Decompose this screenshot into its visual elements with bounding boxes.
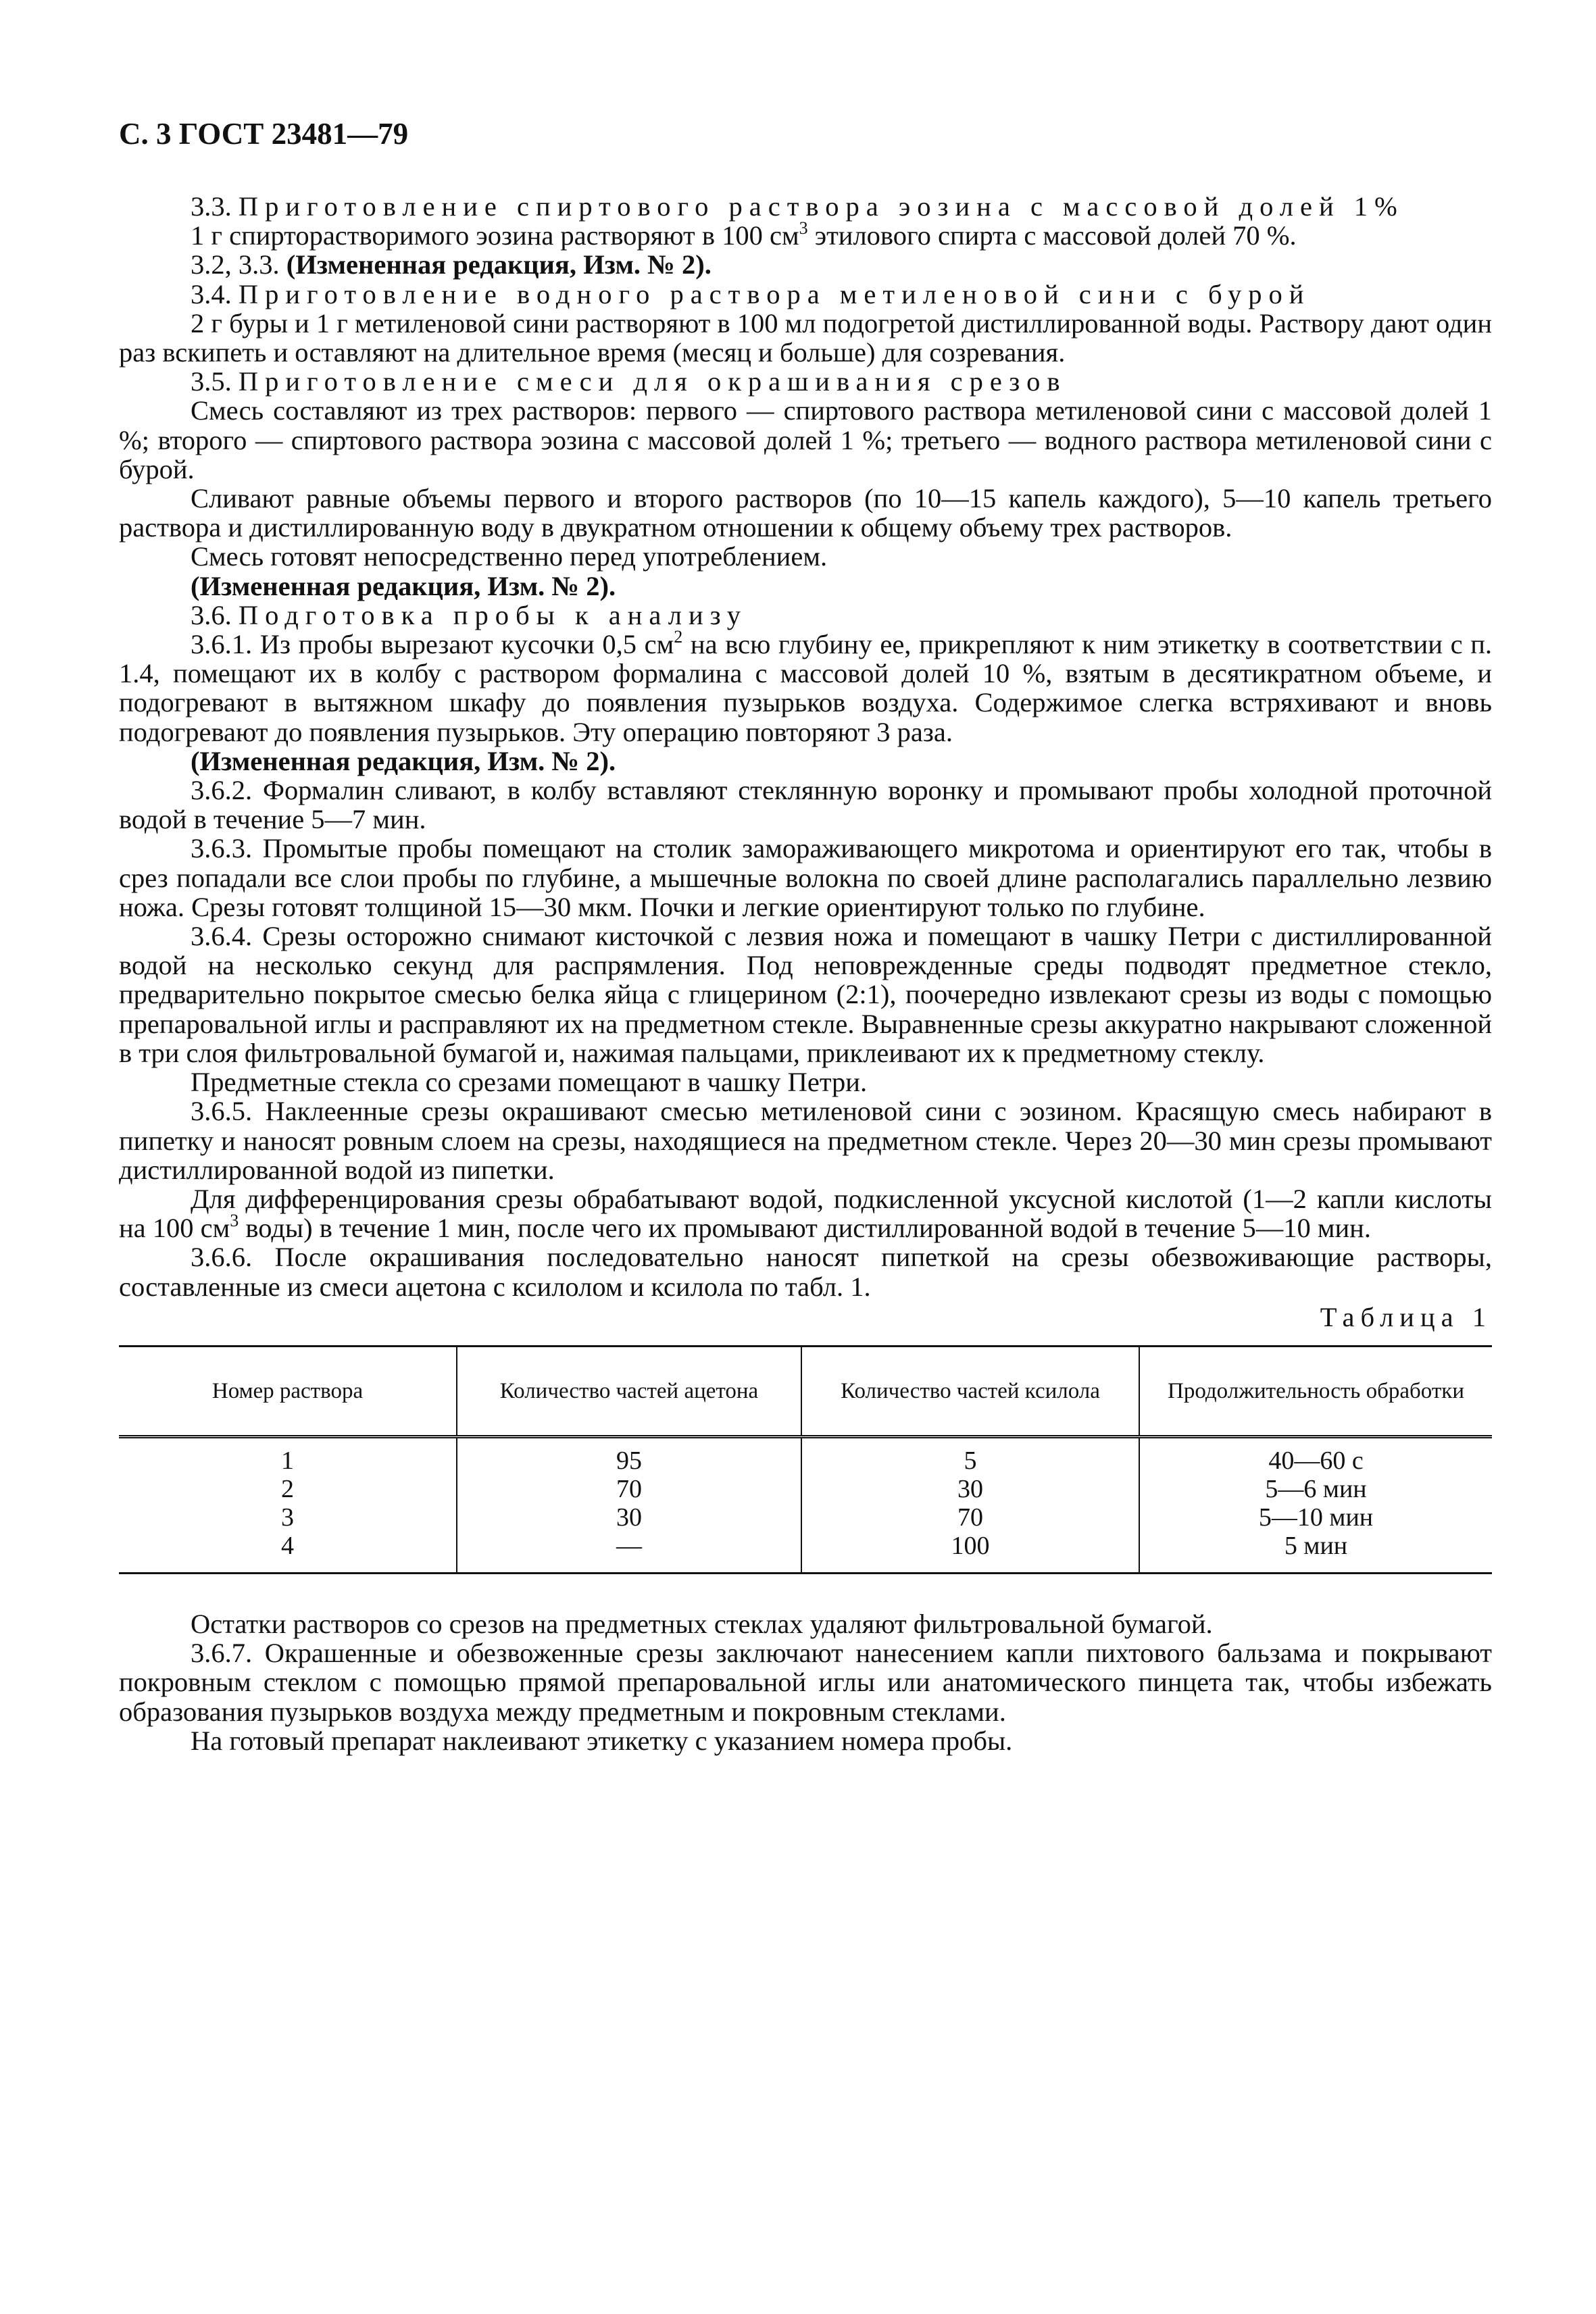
document-body bbox=[119, 192, 1492, 1755]
table-header-cell: Количество частей ацетона bbox=[457, 1346, 801, 1436]
table-cell: 40—60 с bbox=[1139, 1436, 1492, 1475]
section-3-3-heading bbox=[119, 192, 1492, 221]
table-cell: 4 bbox=[119, 1532, 457, 1574]
section-3-6-heading bbox=[119, 601, 1492, 630]
paragraph-3-6-4: 3.6.4. Срезы осторожно снимают кисточкой с лезвия ножа и помещают в чашку Петри с дистиллированной водой на несколько секунд для распрямления. Под неповрежденные среды подводят предметное стекло, предварительно покрытое смесью белка яйца с глицерином (2:1), поочередно извлекают срезы из воды с помощью препаровальной иглы и расправляют их на предметном стекле. Выравненные срезы аккуратно накрывают сложенной в три слоя фильтровальной бумагой и, нажимая пальцами, приклеивают их к предметному стеклу. bbox=[119, 921, 1492, 1068]
table-cell: 2 bbox=[281, 1474, 294, 1503]
section-3-5-heading bbox=[119, 367, 1492, 396]
section-number: 3.3. bbox=[191, 191, 232, 222]
amendment-note: (Измененная редакция, Изм. № 2). bbox=[191, 570, 616, 601]
paragraph: На готовый препарат наклеивают этикетку с указанием номера пробы. bbox=[191, 1725, 1013, 1756]
paragraph: Сливают равные объемы первого и второго растворов (по 10—15 капель каждого), 5—10 капель третьего раствора и дистиллированную воду в двукратном отношении к общему объему трех растворов. bbox=[119, 483, 1492, 543]
table-cell: 3 bbox=[281, 1503, 294, 1532]
table-cell: 70 bbox=[457, 1475, 801, 1503]
table-header-cell: Количество частей ксилола bbox=[801, 1346, 1139, 1436]
table-cell: 1 bbox=[281, 1446, 294, 1475]
page-header: С. 3 ГОСТ 23481—79 bbox=[119, 117, 409, 151]
data-table bbox=[119, 1345, 1492, 1574]
table-header-row bbox=[119, 1346, 1492, 1436]
paragraph: Остатки растворов со срезов на предметных стеклах удаляют фильтровальной бумагой. bbox=[191, 1608, 1213, 1639]
table-cell: 5 bbox=[801, 1436, 1139, 1475]
table-cell: 30 bbox=[457, 1503, 801, 1532]
paragraph-3-6-3: 3.6.3. Промытые пробы помещают на столик замораживающего микротома и ориентируют его так, чтобы в срез попадали все слои пробы по глубине, а мышечные волокна по своей длине располагались параллельно лезвию ножа. Срезы готовят толщиной 15—30 мкм. Почки и легкие ориентируют только по глубине. bbox=[119, 833, 1492, 922]
section-number: 3.5. bbox=[191, 366, 232, 397]
paragraph: Смесь готовят непосредственно перед употреблением. bbox=[191, 541, 828, 572]
paragraph-3-6-5: 3.6.5. Наклеенные срезы окрашивают смесью метиленовой сини с эозином. Красящую смесь набирают в пипетку и наносят ровным слоем на срезы, находящиеся на предметном стекле. Через 20—30 мин срезы промывают дистиллированной водой из пипетки. bbox=[119, 1096, 1492, 1185]
table-cell: 70 bbox=[801, 1503, 1139, 1532]
table-caption: Таблица 1 bbox=[1320, 1301, 1492, 1332]
paragraph-3-6-1: 3.6.1. Из пробы вырезают кусочки 0,5 $см^2$ на всю глубину ее, прикрепляют к ним этикетку в соответствии с п. 1.4, помещают их в колбу с раствором формалина с массовой долей 10 %, взятым в десятикратном объеме, и подогревают в вытяжном шкафу до появления пузырьков воздуха. Содержимое слегка встряхивают и вновь подогревают до появления пузырьков. Эту операцию повторяют 3 раза. bbox=[119, 627, 1492, 747]
table-header-cell: Продолжительность обработки bbox=[1139, 1346, 1492, 1436]
table-cell: 100 bbox=[801, 1532, 1139, 1574]
paragraph: Предметные стекла со срезами помещают в чашку Петри. bbox=[191, 1067, 868, 1098]
paragraph-3-6-2: 3.6.2. Формалин сливают, в колбу вставляют стеклянную воронку и промывают пробы холодной проточной водой в течение 5—7 мин. bbox=[119, 775, 1492, 835]
section-number: 3.4. bbox=[191, 278, 232, 309]
table-cell: 5—6 мин bbox=[1139, 1475, 1492, 1503]
section-title: Приготовление спиртового раствора эозина с массовой долей 1% bbox=[238, 191, 1404, 222]
table-row bbox=[119, 1503, 1492, 1532]
amendment-note: 3.2, 3.3. (Измененная редакция, Изм. № 2). bbox=[191, 249, 712, 280]
paragraph: Для дифференцирования срезы обрабатывают водой, подкисленной уксусной кислотой (1—2 капли кислоты на 100 $см^3$ воды) в течение 1 мин, после чего их промывают дистиллированной водой в течение 5—10 мин. bbox=[119, 1183, 1492, 1244]
table-row bbox=[119, 1436, 1492, 1475]
table-row bbox=[119, 1475, 1492, 1503]
table-cell: — bbox=[457, 1532, 801, 1574]
section-title: Приготовление водного раствора метиленовой сини с бурой bbox=[238, 278, 1311, 309]
table-header-cell: Номер раствора bbox=[119, 1346, 457, 1436]
section-title: Приготовление смеси для окрашивания срезов bbox=[238, 366, 1067, 397]
table-cell: 5 мин bbox=[1139, 1532, 1492, 1574]
table-cell: 5—10 мин bbox=[1139, 1503, 1492, 1532]
table-cell: 30 bbox=[801, 1475, 1139, 1503]
paragraph: Смесь составляют из трех растворов: первого — спиртового раствора метиленовой сини с массовой долей 1 %; второго — спиртового раствора эозина с массовой долей 1 %; третьего — водного раствора метиленовой сини с бурой. bbox=[119, 395, 1492, 484]
section-title: Подготовка пробы к анализу bbox=[238, 599, 748, 630]
table-row bbox=[119, 1532, 1492, 1574]
paragraph: 1 г спирторастворимого эозина растворяют в 100 $см^3$ этилового спирта с массовой долей 70 %. bbox=[191, 218, 1297, 251]
table-cell: 95 bbox=[457, 1436, 801, 1475]
paragraph: 2 г буры и 1 г метиленовой сини растворяют в 100 мл подогретой дистиллированной воды. Раствору дают один раз вскипеть и оставляют на длительное время (месяц и больше) для созревания. bbox=[119, 307, 1492, 368]
paragraph-3-6-6: 3.6.6. После окрашивания последовательно наносят пипеткой на срезы обезвоживающие растворы, составленные из смеси ацетона с ксилолом и ксилола по табл. 1. bbox=[119, 1242, 1492, 1302]
section-3-4-heading bbox=[119, 280, 1492, 309]
paragraph-3-6-7: 3.6.7. Окрашенные и обезвоженные срезы заключают нанесением капли пихтового бальзама и покрывают покровным стеклом с помощью прямой препаровальной иглы или анатомического пинцета так, чтобы избежать образования пузырьков воздуха между предметным и покровным стеклами. bbox=[119, 1638, 1492, 1727]
section-number: 3.6. bbox=[191, 599, 232, 630]
amendment-note: (Измененная редакция, Изм. № 2). bbox=[191, 745, 616, 776]
